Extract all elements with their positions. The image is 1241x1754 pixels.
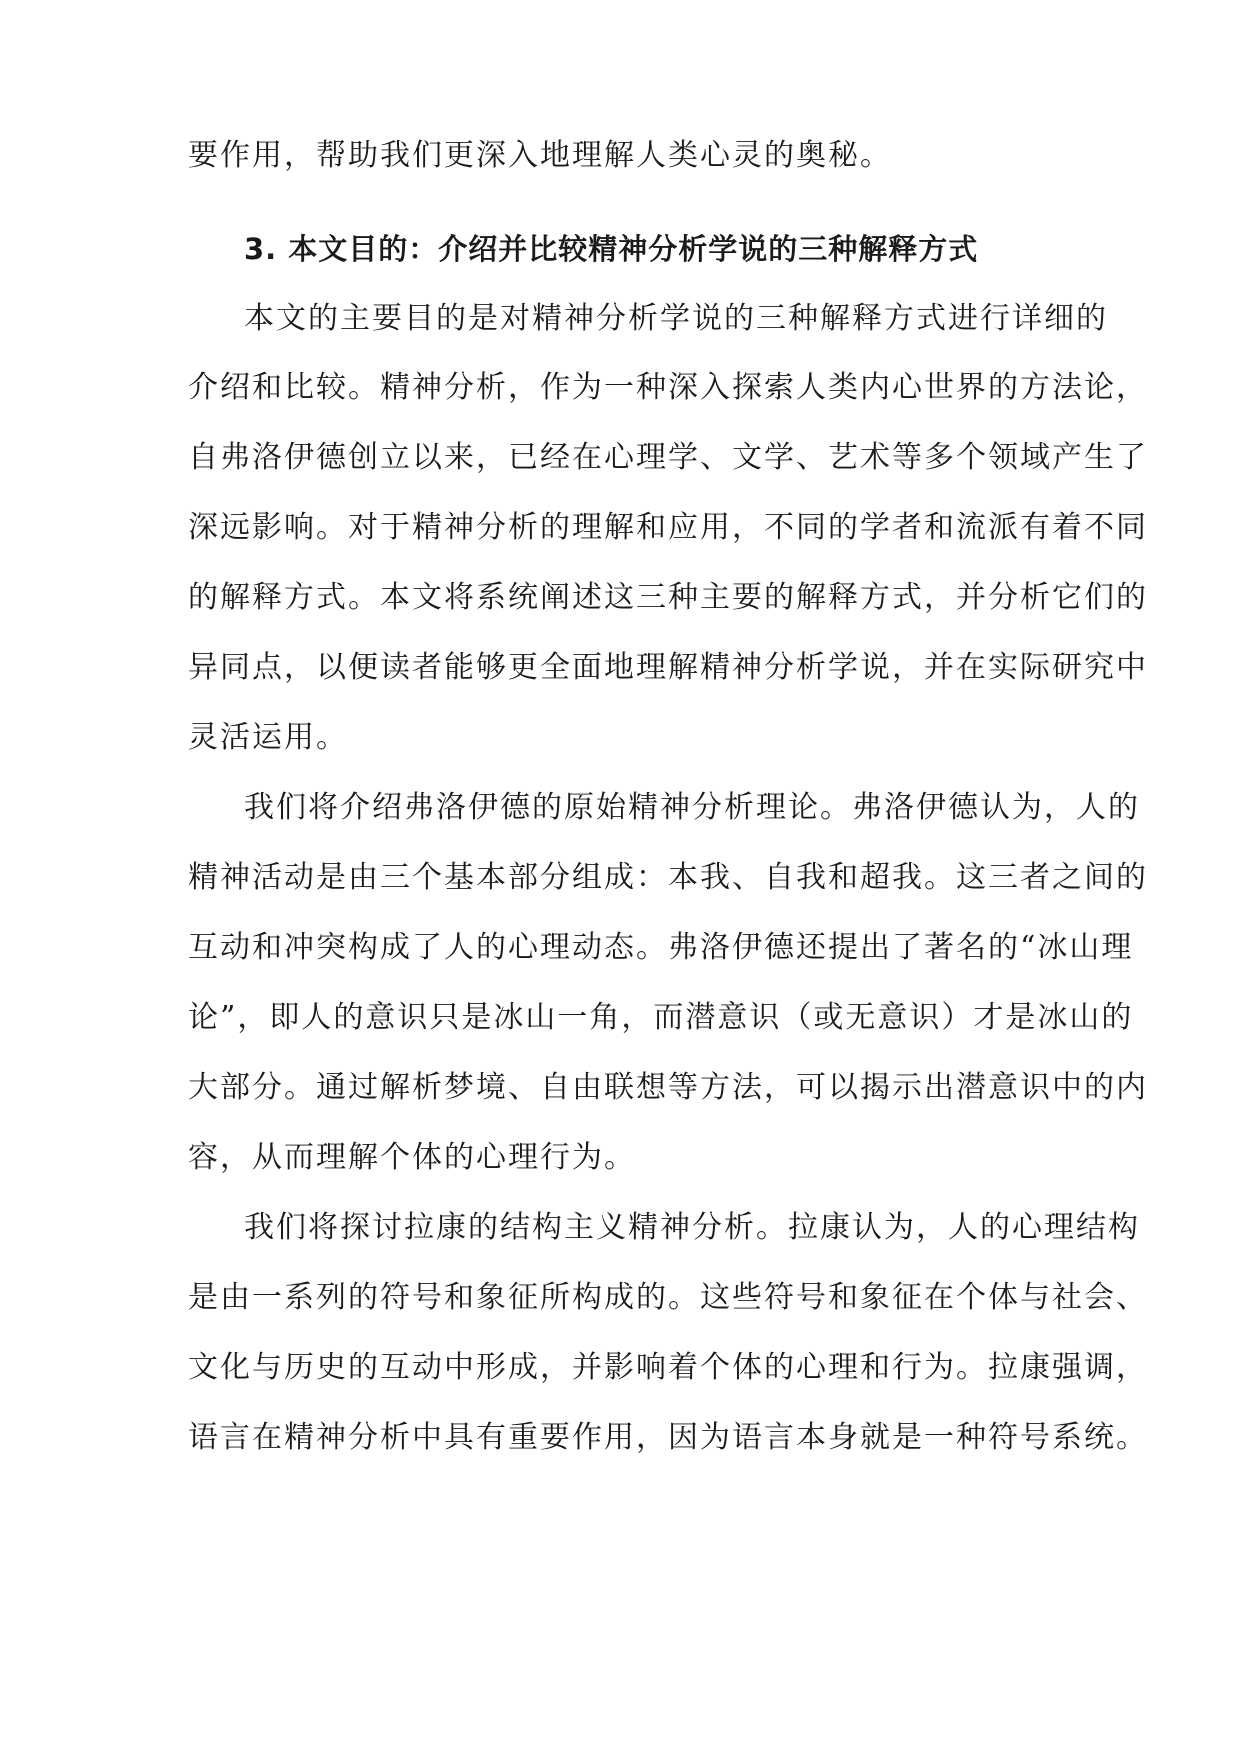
paragraph-line: 我们将介绍弗洛伊德的原始精神分析理论。弗洛伊德认为，人的 [244,790,1140,825]
paragraph-line: 互动和冲突构成了人的心理动态。弗洛伊德还提出了著名的“冰山理 [188,930,1134,965]
paragraph-line: 大部分。通过解析梦境、自由联想等方法，可以揭示出潜意识中的内 [188,1070,1148,1105]
paragraph-line: 介绍和比较。精神分析，作为一种深入探索人类内心世界的方法论， [188,370,1148,405]
paragraph-line: 深远影响。对于精神分析的理解和应用，不同的学者和流派有着不同 [188,510,1148,545]
paragraph-line: 语言在精神分析中具有重要作用，因为语言本身就是一种符号系统。 [188,1420,1148,1455]
section-heading: 3. 本文目的：介绍并比较精神分析学说的三种解释方式 [244,232,979,266]
paragraph-line: 文化与历史的互动中形成，并影响着个体的心理和行为。拉康强调， [188,1350,1148,1385]
paragraph-line: 的解释方式。本文将系统阐述这三种主要的解释方式，并分析它们的 [188,580,1148,615]
paragraph-line: 精神活动是由三个基本部分组成：本我、自我和超我。这三者之间的 [188,860,1148,895]
paragraph-line: 是由一系列的符号和象征所构成的。这些符号和象征在个体与社会、 [188,1280,1148,1315]
paragraph-line: 论”，即人的意识只是冰山一角，而潜意识（或无意识）才是冰山的 [188,1000,1134,1035]
continuation-line: 要作用，帮助我们更深入地理解人类心灵的奥秘。 [188,138,892,173]
paragraph-line: 容，从而理解个体的心理行为。 [188,1140,636,1175]
paragraph-line: 本文的主要目的是对精神分析学说的三种解释方式进行详细的 [244,301,1108,336]
paragraph-line: 灵活运用。 [188,720,348,755]
paragraph-line: 自弗洛伊德创立以来，已经在心理学、文学、艺术等多个领域产生了 [188,440,1148,475]
paragraph-line: 异同点，以便读者能够更全面地理解精神分析学说，并在实际研究中 [188,650,1148,685]
paragraph-line: 我们将探讨拉康的结构主义精神分析。拉康认为，人的心理结构 [244,1210,1140,1245]
